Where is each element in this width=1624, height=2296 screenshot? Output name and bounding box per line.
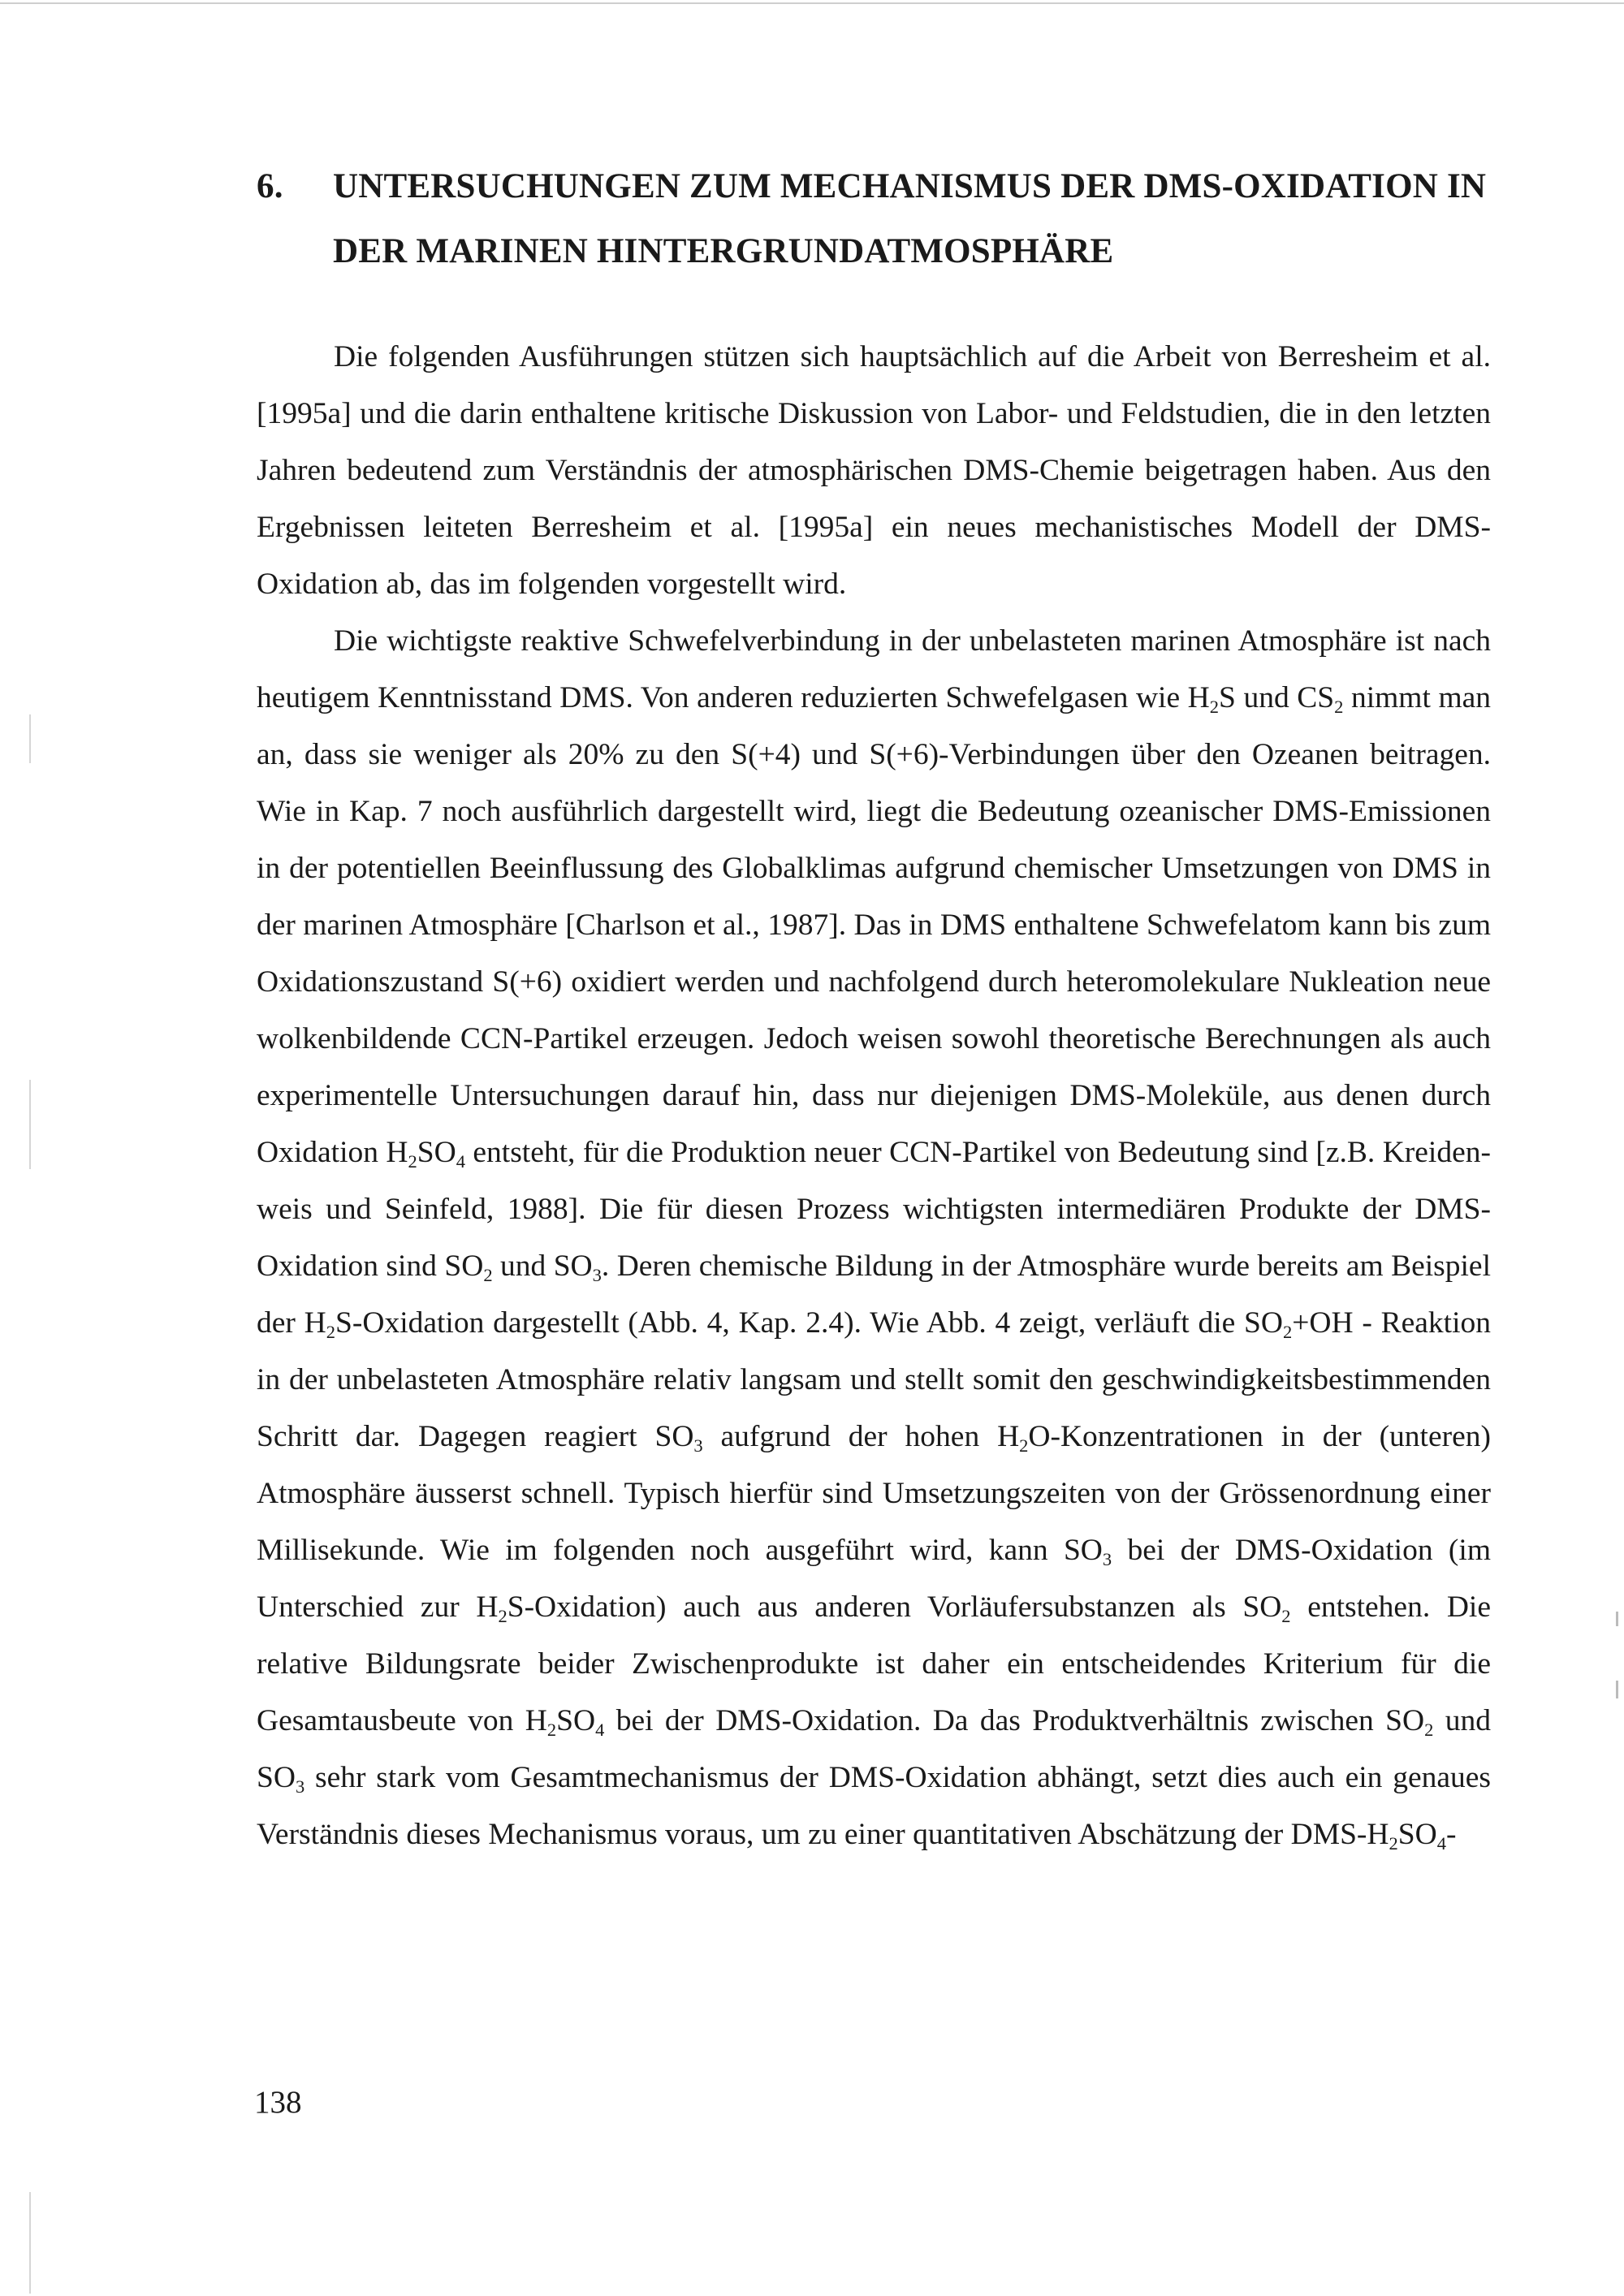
- scan-edge-mark: [29, 714, 31, 763]
- text-run: +OH - Reaktion in der unbelasteten Atmosphäre relativ langsam und stellt somit den geschwindigkeitsbestimmenden Schritt dar. Dagegen reagiert SO: [257, 1306, 1492, 1453]
- text-run: nimmt man an, dass sie weniger als 20% zu den S(+4) und S(+6)-Verbindungen über den Ozeanen beitragen. Wie in Kap. 7 noch ausführlich dargestellt wird, liegt die Bedeutung ozeanischer DMS-Emissionen in der potentiellen Beeinflussung des Globalklimas aufgrund chemischer Umsetzungen von DMS in der marinen Atmosphäre [Charlson et al., 1987]. Das in DMS enthaltene Schwefelatom kann bis zum Oxidationszustand S(+6) oxidiert werden und nachfolgend durch heteromolekulare Nukleation neue wolkenbildende CCN-Partikel erzeugen. Jedoch weisen sowohl theoretische Berechnungen als auch experimentelle Untersuchungen darauf hin, dass nur diejenigen DMS-Moleküle, aus denen durch Oxidation H: [257, 681, 1492, 1169]
- text-run: S-Oxidation) auch aus anderen Vorläufersubstanzen als SO: [507, 1590, 1282, 1624]
- page-number: 138: [254, 2085, 302, 2120]
- text-run: und SO: [492, 1249, 593, 1283]
- subscript: 4: [1436, 1832, 1446, 1854]
- subscript: 2: [1334, 696, 1344, 717]
- text-run: und SO: [257, 1704, 1492, 1794]
- scan-top-border: [0, 2, 1624, 4]
- text-run: S und CS: [1219, 681, 1335, 714]
- body-text: [257, 329, 1491, 1863]
- subscript: 3: [295, 1776, 305, 1797]
- subscript: 2: [1389, 1832, 1398, 1854]
- scan-edge-mark: [1616, 1681, 1618, 1698]
- text-run: Die folgenden Ausführungen stützen sich hauptsächlich auf die Arbeit von Berresheim et al. [1995a] und die darin enthaltene kritische Diskussion von Labor- und Feldstudien, die in den letzten Jahren bedeutend zum Verständnis der atmosphärischen DMS-Chemie beigetragen haben. Aus den Ergebnissen leiteten Berresheim et al. [1995a] ein neues mechanistisches Modell der DMS-Oxidation ab, das im folgenden vorgestellt wird.: [257, 340, 1491, 601]
- subscript: 2: [1424, 1719, 1434, 1740]
- subscript: 2: [326, 1321, 336, 1342]
- paragraph: [257, 329, 1491, 613]
- subscript: 4: [595, 1719, 605, 1740]
- text-run: O-Konzentrationen in der (unteren) Atmosphäre äusserst schnell. Typisch hierfür sind Umsetzungszeiten von der Grössenordnung einer Millisekunde. Wie im folgenden noch ausgeführt wird, kann SO: [257, 1420, 1491, 1567]
- subscript: 2: [483, 1264, 493, 1285]
- text-run: . Deren chemische Bildung in der Atmosphäre wurde bereits am Beispiel der H: [257, 1249, 1491, 1340]
- subscript: 3: [1102, 1548, 1112, 1569]
- scan-edge-mark: [29, 2192, 31, 2294]
- chapter-title: UNTERSUCHUNGEN ZUM MECHANISMUS DER DMS-OXIDATION IN DER MARINEN HINTERGRUNDATMOSPHÄRE: [333, 167, 1487, 270]
- chapter-heading: [257, 154, 1507, 284]
- subscript: 3: [592, 1264, 602, 1285]
- subscript: 2: [1209, 696, 1220, 717]
- text-run: entsteht, für die Produktion neuer CCN-Partikel von Bedeutung sind [z.B. Kreiden-weis und Seinfeld, 1988]. Die für diesen Prozess wichtigsten intermediären Produkte der DMS-Oxidation sind SO: [257, 1136, 1491, 1283]
- subscript: 4: [456, 1150, 465, 1172]
- subscript: 2: [1019, 1435, 1029, 1456]
- text-run: bei der DMS-Oxidation (im Unterschied zur H: [257, 1534, 1491, 1624]
- text-run: aufgrund der hohen H: [702, 1420, 1020, 1453]
- text-run: SO: [556, 1704, 596, 1737]
- scan-edge-mark: [29, 1080, 31, 1169]
- text-run: Die wichtigste reaktive Schwefelverbindung in der unbelasteten marinen Atmosphäre ist nach heutigem Kenntnisstand DMS. Von anderen reduzierten Schwefelgasen wie H: [257, 624, 1491, 714]
- scan-edge-mark: [1616, 1612, 1618, 1626]
- text-run: entstehen. Die relative Bildungsrate beider Zwischenprodukte ist daher ein entscheidendes Kriterium für die Gesamtausbeute von H: [257, 1590, 1491, 1737]
- subscript: 2: [498, 1605, 508, 1626]
- subscript: 3: [693, 1435, 703, 1456]
- subscript: 2: [546, 1719, 557, 1740]
- text-run: SO: [417, 1136, 456, 1169]
- text-run: -: [1445, 1818, 1457, 1851]
- subscript: 2: [408, 1150, 417, 1172]
- subscript: 2: [1283, 1321, 1293, 1342]
- paragraph: [257, 613, 1491, 1863]
- chapter-number: 6.: [257, 167, 283, 205]
- text-run: sehr stark vom Gesamtmechanismus der DMS-Oxidation abhängt, setzt dies auch ein genaues Verständnis dieses Mechanismus voraus, um zu einer quantitativen Abschätzung der DMS-H: [257, 1761, 1491, 1851]
- text-run: bei der DMS-Oxidation. Da das Produktverhältnis zwischen SO: [604, 1704, 1425, 1737]
- text-run: SO: [1397, 1818, 1437, 1851]
- subscript: 2: [1281, 1605, 1291, 1626]
- text-run: S-Oxidation dargestellt (Abb. 4, Kap. 2.4). Wie Abb. 4 zeigt, verläuft die SO: [335, 1306, 1283, 1340]
